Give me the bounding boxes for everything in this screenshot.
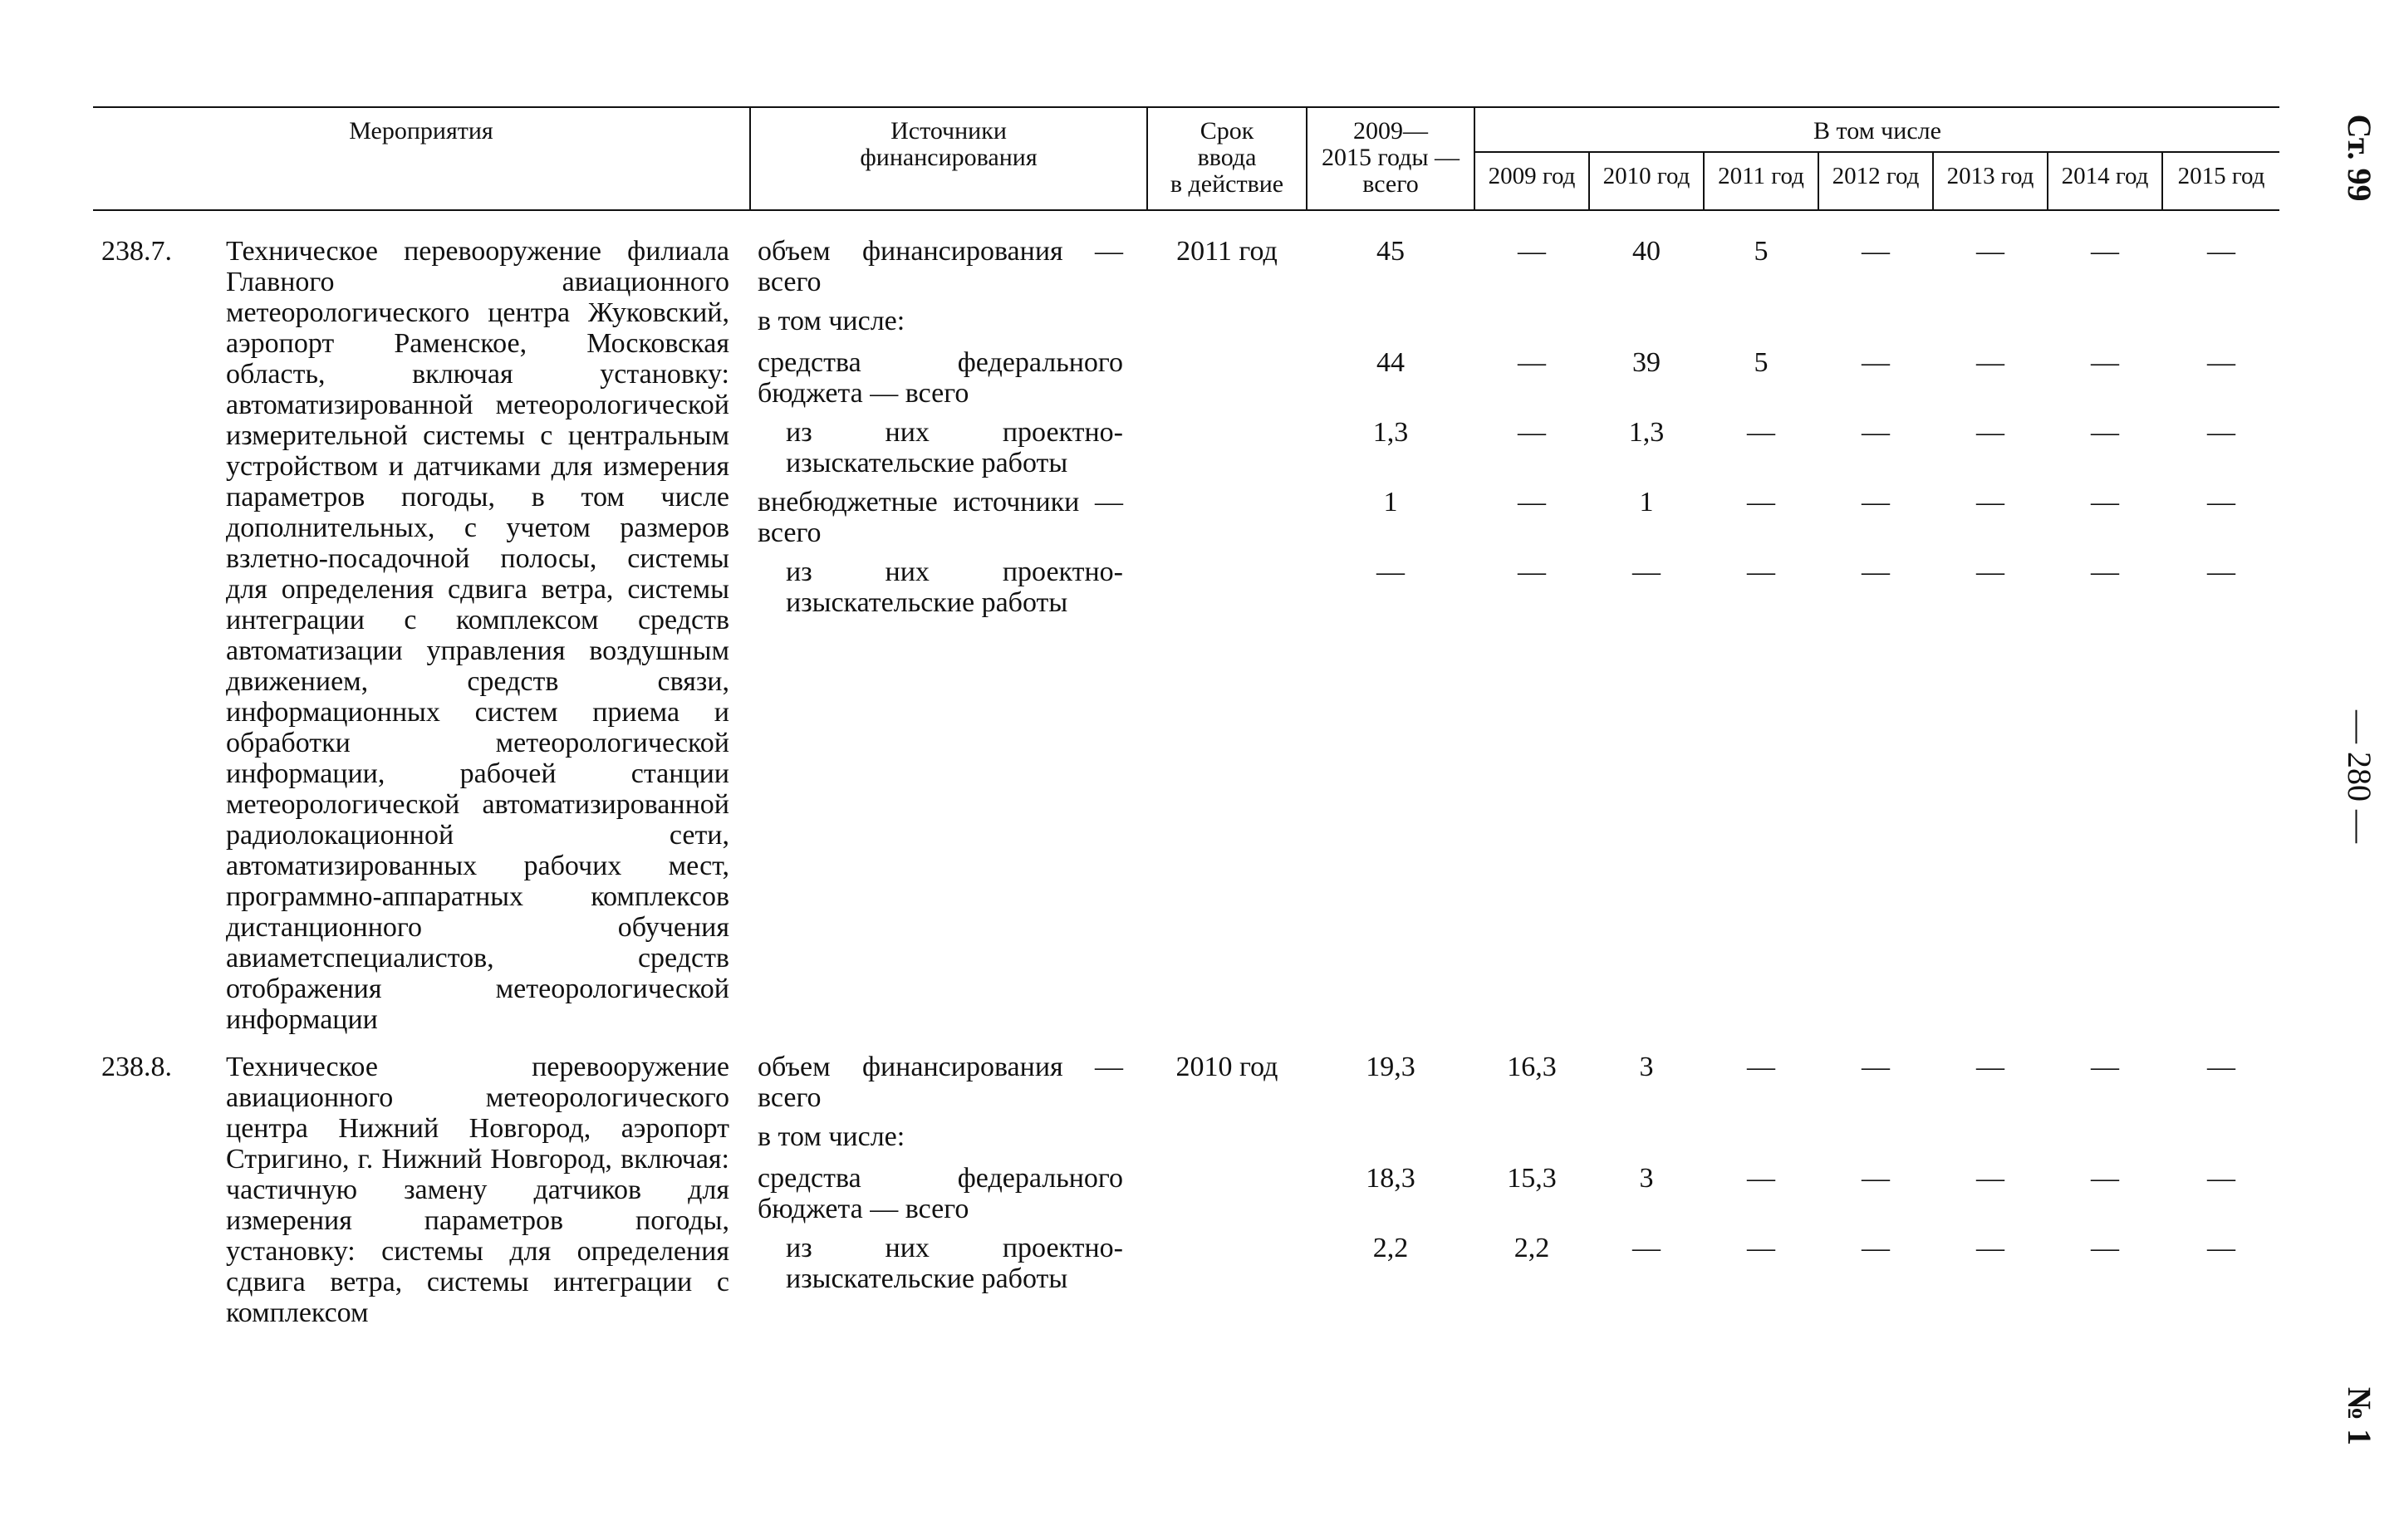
- year-value: —: [1747, 1163, 1775, 1194]
- year-cell: [1934, 236, 2047, 267]
- funding-source-text: внебюджетные источники — всего: [758, 487, 1123, 548]
- year-cell: [1475, 1052, 1588, 1082]
- year-cell: [2163, 1052, 2279, 1082]
- header-sources-line: Источники: [890, 117, 1007, 145]
- row-term-text: 2010 год: [1175, 1052, 1278, 1082]
- year-value: —: [2207, 557, 2235, 587]
- year-value: —: [1862, 1052, 1890, 1082]
- year-cell: [1590, 1052, 1703, 1082]
- year-cell: [2163, 557, 2279, 587]
- header-year: [2048, 163, 2161, 189]
- year-cell: [1934, 1163, 2047, 1194]
- header-sources: [751, 118, 1146, 171]
- year-label: 2014 год: [2061, 163, 2149, 189]
- total-value: 2,2: [1372, 1233, 1409, 1263]
- year-value: —: [1518, 236, 1546, 267]
- funding-source: [758, 306, 1123, 336]
- year-label: 2012 год: [1832, 163, 1920, 189]
- page-number-text: — 280 —: [2341, 710, 2378, 843]
- year-value: —: [1862, 236, 1890, 267]
- year-value: 39: [1632, 347, 1661, 378]
- year-value: —: [1518, 347, 1546, 378]
- year-cell: [2048, 236, 2161, 267]
- year-value: —: [2207, 236, 2235, 267]
- year-cell: [1819, 417, 1932, 448]
- year-cell: [1819, 487, 1932, 517]
- year-value: —: [1976, 236, 2004, 267]
- year-label: 2010 год: [1602, 163, 1690, 189]
- header-term: [1148, 118, 1306, 198]
- row-description-text: Техническое перевооружение филиала Главного авиационного метеорологического центра Жуковский, аэропорт Раменское, Московская область, включая установку: автоматизированной метеорологической измерительной системы с центральным устройством и датчиками для измерения параметров погоды, в том числе дополнительных, с учетом размеров взлетно-посадочной полосы, системы для определения сдвига ветра, системы интеграции с комплексом средств автоматизации управления воздушным движением, средств связи, информационных систем приема и обработки метеорологической информации, рабочей станции метеорологической автоматизированной радиолокационной сети, автоматизированных рабочих мест, программно-аппаратных комплексов дистанционного обучения авиаметспециалистов, средств отображения метеорологической информации: [226, 236, 729, 1035]
- year-value: —: [1976, 1163, 2004, 1194]
- year-cell: [1934, 347, 2047, 378]
- funding-source: [758, 236, 1123, 297]
- year-value: —: [1747, 1052, 1775, 1082]
- year-value: —: [2207, 1233, 2235, 1263]
- funding-source-text: из них проектно-изыскательские работы: [786, 557, 1123, 618]
- funding-source-text: средства федерального бюджета — всего: [758, 1163, 1123, 1224]
- header-term-line: в действие: [1170, 170, 1284, 198]
- year-cell: [1934, 1052, 2047, 1082]
- year-cell: [2048, 417, 2161, 448]
- year-cell: [1934, 1233, 2047, 1263]
- issue-number-text: № 1: [2341, 1386, 2378, 1446]
- row-number-text: 238.8.: [101, 1052, 172, 1082]
- year-value: —: [1518, 487, 1546, 517]
- header-activity-label: Мероприятия: [349, 117, 493, 145]
- page-number: [2338, 669, 2380, 885]
- year-value: —: [1976, 1052, 2004, 1082]
- year-value: 2,2: [1514, 1233, 1550, 1263]
- year-label: 2011 год: [1718, 163, 1804, 189]
- year-cell: [1475, 417, 1588, 448]
- year-value: —: [1862, 1233, 1890, 1263]
- year-cell: [1819, 557, 1932, 587]
- year-value: —: [2091, 236, 2119, 267]
- header-total-line: всего: [1362, 170, 1419, 198]
- funding-source: [758, 1163, 1123, 1224]
- year-value: 40: [1632, 236, 1661, 267]
- year-value: —: [2091, 1052, 2119, 1082]
- row-number: [101, 1052, 201, 1082]
- header-year: [1475, 163, 1588, 189]
- year-cell: [1705, 236, 1818, 267]
- year-value: —: [1632, 1233, 1661, 1263]
- year-cell: [2163, 1233, 2279, 1263]
- header-year: [1590, 163, 1703, 189]
- year-value: 5: [1754, 236, 1769, 267]
- funding-source: [758, 1121, 1123, 1152]
- year-cell: [1819, 236, 1932, 267]
- year-cell: [1705, 347, 1818, 378]
- funding-source: [786, 417, 1123, 478]
- total-value: —: [1376, 557, 1405, 587]
- row-number-text: 238.7.: [101, 236, 172, 267]
- year-cell: [1475, 1163, 1588, 1194]
- year-cell: [1590, 1163, 1703, 1194]
- year-cell: [1705, 1163, 1818, 1194]
- year-value: —: [1862, 417, 1890, 448]
- year-label: 2015 год: [2177, 163, 2265, 189]
- year-value: —: [2207, 347, 2235, 378]
- total-value: 18,3: [1366, 1163, 1415, 1194]
- years-subheader-rule: [1474, 151, 2279, 153]
- year-cell: [1590, 347, 1703, 378]
- year-value: —: [2207, 1163, 2235, 1194]
- year-label: 2009 год: [1488, 163, 1576, 189]
- year-cell: [1819, 1233, 1932, 1263]
- year-cell: [1819, 347, 1932, 378]
- header-including-label: В том числе: [1813, 117, 1941, 145]
- funding-source: [758, 347, 1123, 409]
- total-cell: [1307, 347, 1474, 378]
- total-value: 1: [1383, 487, 1398, 517]
- total-cell: [1307, 1163, 1474, 1194]
- year-value: 15,3: [1507, 1163, 1557, 1194]
- year-cell: [1705, 1233, 1818, 1263]
- year-value: —: [1976, 1233, 2004, 1263]
- year-value: —: [2207, 487, 2235, 517]
- header-activity: [93, 118, 749, 145]
- year-value: —: [2207, 417, 2235, 448]
- funding-source-text: в том числе:: [758, 306, 905, 336]
- table-header-bottom-rule: [93, 209, 2279, 211]
- year-cell: [2163, 417, 2279, 448]
- row-number: [101, 236, 201, 267]
- total-cell: [1307, 487, 1474, 517]
- funding-source: [786, 1233, 1123, 1294]
- year-value: —: [2091, 557, 2119, 587]
- year-cell: [1590, 487, 1703, 517]
- header-total: [1307, 118, 1474, 198]
- row-term: [1148, 1052, 1306, 1082]
- year-cell: [2163, 487, 2279, 517]
- funding-source-text: из них проектно-изыскательские работы: [786, 1233, 1123, 1294]
- year-cell: [1705, 557, 1818, 587]
- year-cell: [1705, 1052, 1818, 1082]
- year-cell: [1475, 347, 1588, 378]
- year-value: —: [1862, 557, 1890, 587]
- year-cell: [2048, 347, 2161, 378]
- year-cell: [2048, 1052, 2161, 1082]
- year-value: 16,3: [1507, 1052, 1557, 1082]
- header-year: [1934, 163, 2047, 189]
- total-cell: [1307, 417, 1474, 448]
- year-cell: [2048, 557, 2161, 587]
- year-value: —: [2091, 1163, 2119, 1194]
- year-cell: [1475, 557, 1588, 587]
- header-total-line: 2009—: [1353, 117, 1428, 145]
- total-cell: [1307, 1052, 1474, 1082]
- row-description-text: Техническое перевооружение авиационного метеорологического центра Нижний Новгород, аэропорт Стригино, г. Нижний Новгород, включая: частичную замену датчиков для измерения параметров погоды, установку: системы для определения сдвига ветра, системы интеграции с комплексом: [226, 1052, 729, 1328]
- total-cell: [1307, 557, 1474, 587]
- year-cell: [1934, 487, 2047, 517]
- row-description: [226, 236, 729, 1035]
- year-value: —: [1976, 487, 2004, 517]
- year-value: —: [2091, 417, 2119, 448]
- year-value: —: [1518, 557, 1546, 587]
- year-value: 5: [1754, 347, 1769, 378]
- page-article-label: [2338, 75, 2380, 241]
- year-cell: [2163, 236, 2279, 267]
- total-value: 1,3: [1372, 417, 1409, 448]
- year-value: —: [1747, 487, 1775, 517]
- year-cell: [1590, 557, 1703, 587]
- year-value: —: [1976, 347, 2004, 378]
- header-sources-line: финансирования: [860, 144, 1038, 171]
- year-cell: [1590, 236, 1703, 267]
- year-value: 1: [1639, 487, 1654, 517]
- year-cell: [1934, 417, 2047, 448]
- funding-source-text: из них проектно-изыскательские работы: [786, 417, 1123, 478]
- total-value: 19,3: [1366, 1052, 1415, 1082]
- header-year: [1705, 163, 1818, 189]
- page-article-label-text: Ст. 99: [2341, 114, 2378, 202]
- year-cell: [1934, 557, 2047, 587]
- year-cell: [1475, 236, 1588, 267]
- total-value: 45: [1376, 236, 1405, 267]
- year-cell: [2048, 1163, 2161, 1194]
- row-term: [1148, 236, 1306, 267]
- header-total-line: 2015 годы —: [1321, 144, 1460, 171]
- header-including: [1475, 118, 2279, 145]
- year-cell: [2048, 1233, 2161, 1263]
- table-top-rule: [93, 106, 2279, 108]
- row-description: [226, 1052, 729, 1328]
- year-value: —: [1632, 557, 1661, 587]
- year-cell: [1590, 417, 1703, 448]
- funding-source-text: объем финансирования — всего: [758, 1052, 1123, 1113]
- header-term-line: Срок: [1200, 117, 1254, 145]
- year-cell: [2163, 1163, 2279, 1194]
- year-value: 3: [1639, 1052, 1654, 1082]
- funding-source: [758, 487, 1123, 548]
- year-value: —: [1747, 1233, 1775, 1263]
- issue-number: [2338, 1354, 2380, 1479]
- year-value: —: [1976, 557, 2004, 587]
- year-value: —: [1518, 417, 1546, 448]
- year-cell: [2048, 487, 2161, 517]
- year-cell: [1705, 417, 1818, 448]
- year-value: —: [2091, 347, 2119, 378]
- header-term-line: ввода: [1197, 144, 1257, 171]
- year-value: 3: [1639, 1163, 1654, 1194]
- year-value: —: [2091, 487, 2119, 517]
- header-year: [1819, 163, 1932, 189]
- funding-source: [758, 1052, 1123, 1113]
- year-value: —: [2207, 1052, 2235, 1082]
- year-value: —: [1862, 1163, 1890, 1194]
- year-value: —: [1747, 557, 1775, 587]
- year-label: 2013 год: [1946, 163, 2034, 189]
- year-value: —: [1862, 347, 1890, 378]
- year-value: —: [1747, 417, 1775, 448]
- year-cell: [1819, 1163, 1932, 1194]
- header-year: [2163, 163, 2279, 189]
- year-value: —: [1976, 417, 2004, 448]
- funding-source-text: средства федерального бюджета — всего: [758, 347, 1123, 409]
- year-value: 1,3: [1628, 417, 1665, 448]
- year-cell: [2163, 347, 2279, 378]
- year-value: —: [1862, 487, 1890, 517]
- total-cell: [1307, 236, 1474, 267]
- year-cell: [1475, 1233, 1588, 1263]
- funding-source-text: в том числе:: [758, 1121, 905, 1152]
- year-cell: [1590, 1233, 1703, 1263]
- funding-source-text: объем финансирования — всего: [758, 236, 1123, 297]
- year-cell: [1475, 487, 1588, 517]
- total-value: 44: [1376, 347, 1405, 378]
- year-cell: [1705, 487, 1818, 517]
- year-value: —: [2091, 1233, 2119, 1263]
- row-term-text: 2011 год: [1176, 236, 1278, 267]
- total-cell: [1307, 1233, 1474, 1263]
- funding-source: [786, 557, 1123, 618]
- year-cell: [1819, 1052, 1932, 1082]
